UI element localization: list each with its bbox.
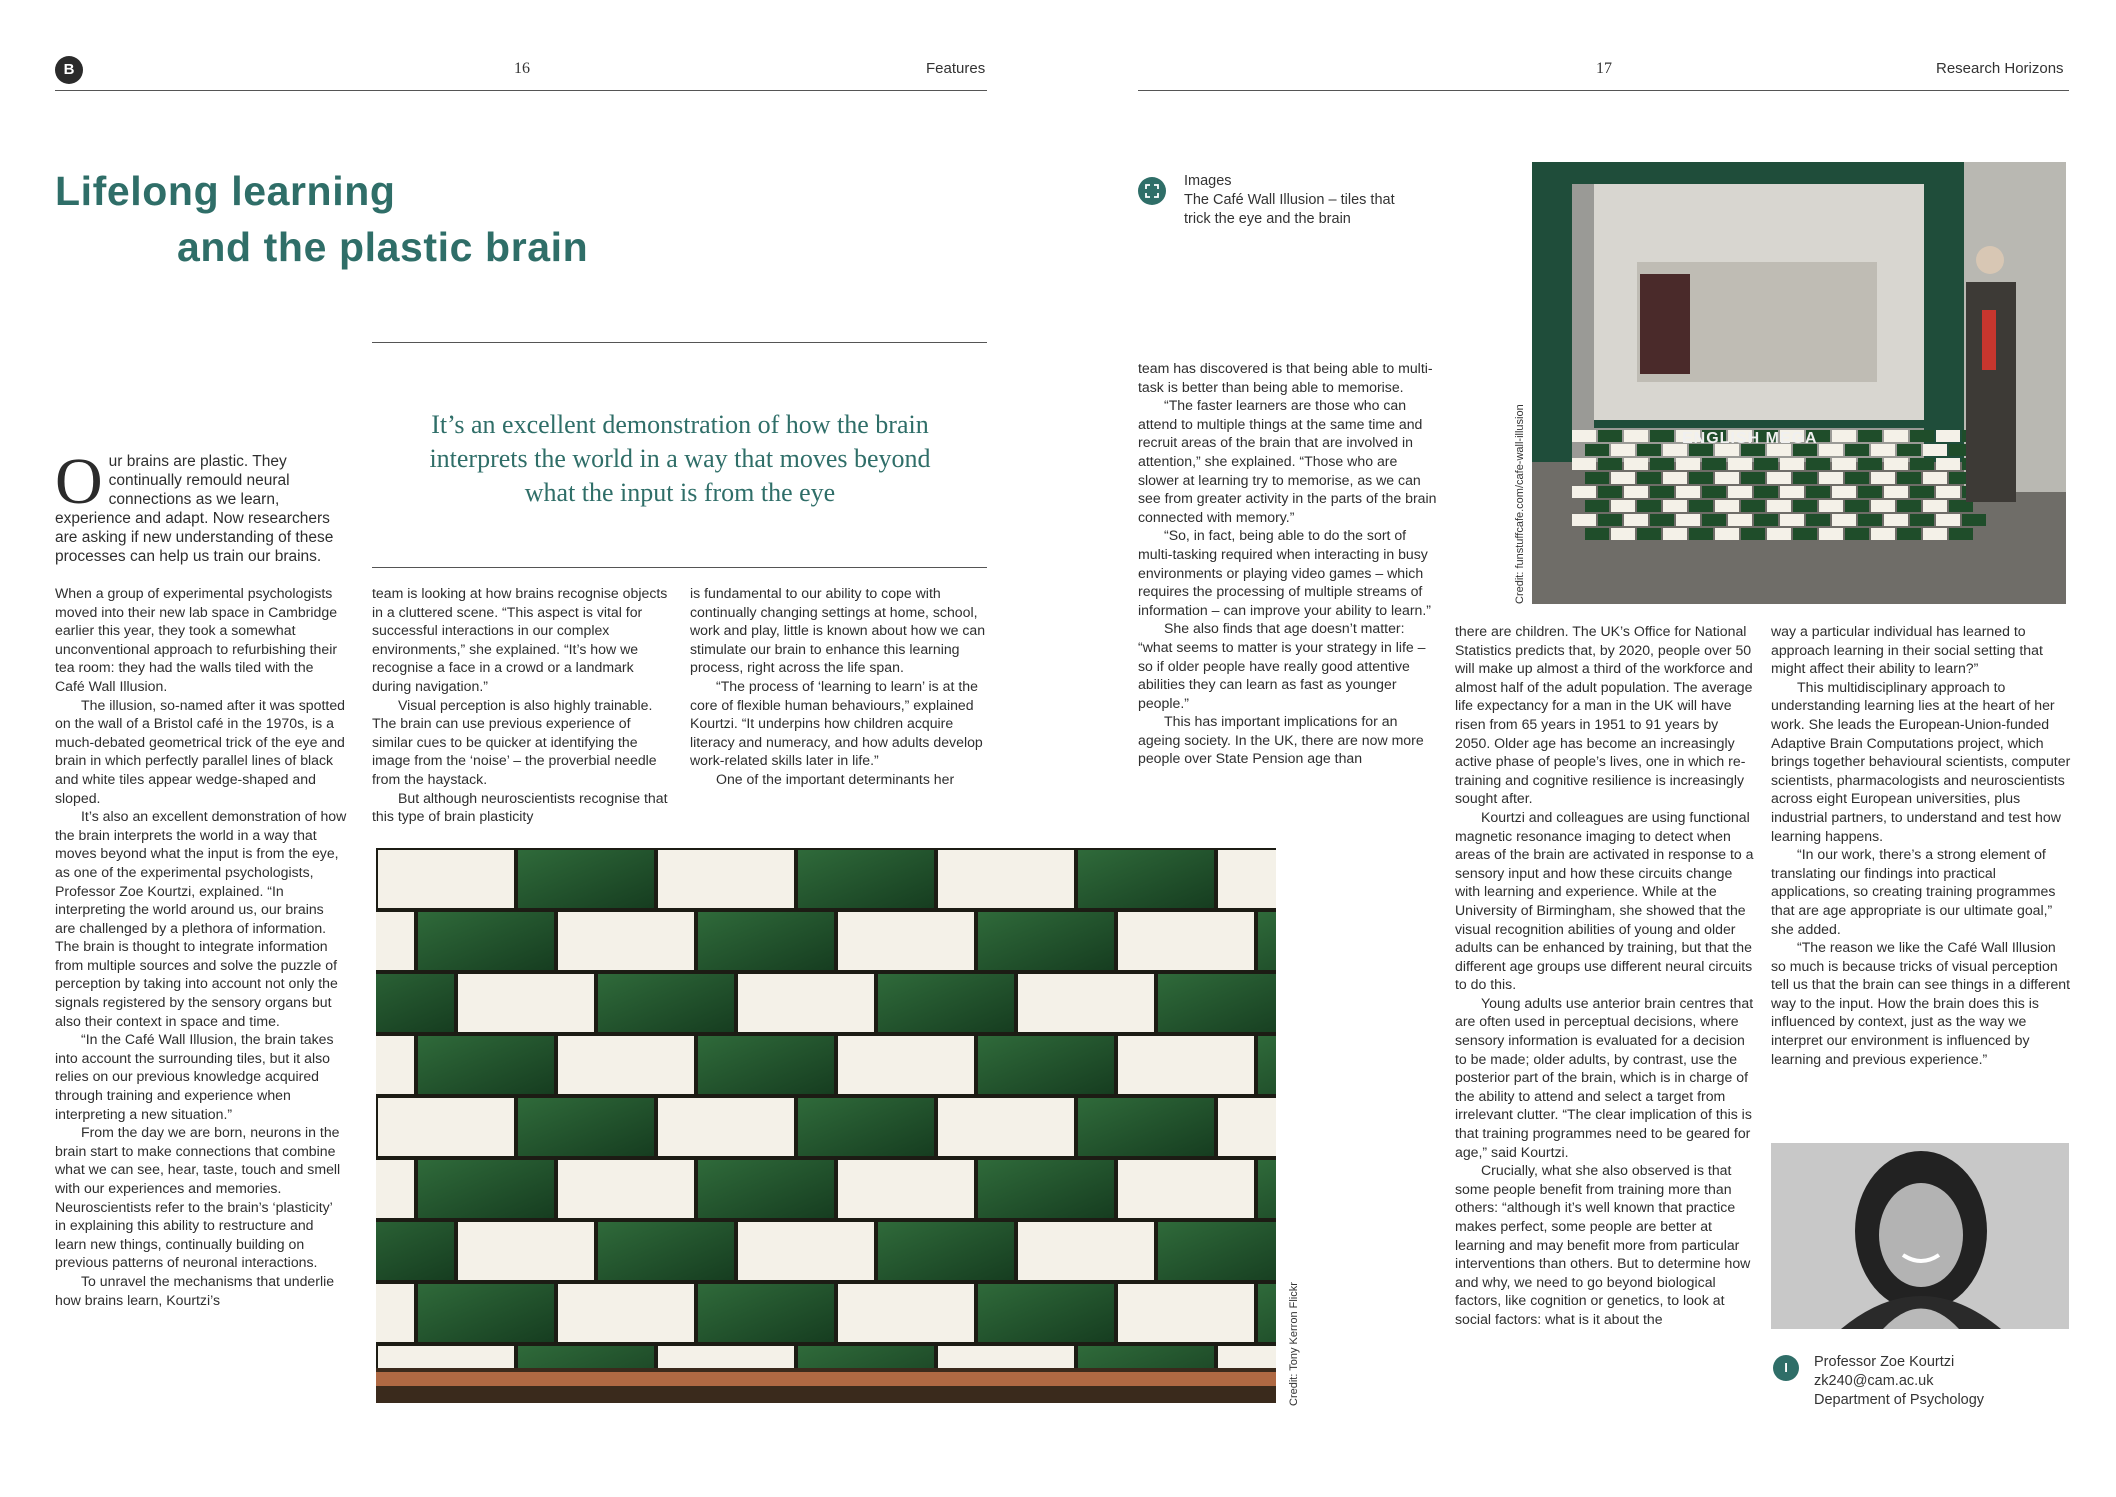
tile: [558, 1284, 694, 1342]
cafe-tile: [1572, 458, 1596, 470]
tile: [458, 1222, 594, 1280]
cafe-tile: [1637, 444, 1661, 456]
cafe-tile: [1663, 500, 1687, 512]
tile: [558, 1036, 694, 1094]
paragraph: team is looking at how brains recognise objects in a cluttered scene. “This aspect is vital for successful interactions in our complex environments,” she explained. “It’s how we recognise a face in a crowd or a landmark during navigation.”: [372, 585, 668, 694]
body-column-3: [690, 584, 990, 789]
tile: [658, 1098, 794, 1156]
tile: [418, 1284, 554, 1342]
tile: [458, 974, 594, 1032]
left-section-label: Features: [926, 60, 986, 77]
portrait-photo: [1771, 1143, 2069, 1329]
cafe-tile: [1923, 444, 1947, 456]
tile: [938, 850, 1074, 908]
cafe-tile: [1923, 500, 1947, 512]
tile: [598, 1222, 734, 1280]
cafe-tile: [1832, 430, 1856, 442]
tile-pattern: [376, 848, 1276, 1403]
tile: [518, 1098, 654, 1156]
paragraph: One of the important determinants her: [716, 770, 955, 787]
paragraph: team has discovered is that being able to multi-task is better than being able to memorise.: [1138, 360, 1433, 395]
left-page-number: 16: [514, 60, 530, 77]
tile: [738, 974, 874, 1032]
tile: [1118, 1160, 1254, 1218]
tile: [376, 1036, 414, 1094]
tile: [418, 1036, 554, 1094]
tile: [1218, 850, 1276, 908]
tile: [798, 850, 934, 908]
cafe-tile: [1871, 528, 1895, 540]
tile: [1258, 912, 1276, 970]
cafe-tile: [1741, 472, 1765, 484]
paragraph: “In our work, there’s a strong element of translating our findings into practical applications, so creating training programmes that are age appropriate is our ultimate goal,” she added.: [1771, 846, 2056, 937]
tile: [1258, 1036, 1276, 1094]
paragraph: there are children. The UK’s Office for National Statistics predicts that, by 2020, people over 50 will make up almost a third of the workforce and almost half of the adult population. The average life expectancy for a man in the UK will have risen from 65 years in 1951 to 91 years by 2050. Older age has become an increasingly active phase of people’s lives, one in which re-training and cognitive resilience is increasingly sought after.: [1455, 623, 1753, 807]
cafe-tile: [1598, 458, 1622, 470]
cafe-tile: [1845, 444, 1869, 456]
cafe-tile: [1884, 514, 1908, 526]
cafe-tile: [1949, 528, 1973, 540]
tile: [418, 1160, 554, 1218]
cafe-tile: [1728, 486, 1752, 498]
paragraph: Visual perception is also highly trainable. The brain can use previous experience of similar cues to be quicker at identifying the image from the ‘noise’ – the proverbial needle from the haystack.: [372, 696, 657, 787]
cafe-tile: [1910, 514, 1934, 526]
cafe-tile: [1598, 430, 1622, 442]
cafe-tile: [1858, 486, 1882, 498]
tile: [838, 912, 974, 970]
cafe-tile: [1897, 528, 1921, 540]
cafe-tile: [1884, 430, 1908, 442]
images-caption-text: The Café Wall Illusion – tiles that trick the eye and the brain: [1184, 192, 1395, 227]
cafe-tile: [1572, 430, 1596, 442]
tile: [378, 1098, 514, 1156]
cafe-tile: [1845, 472, 1869, 484]
tile: [1078, 1098, 1214, 1156]
cafe-tile: [1611, 500, 1635, 512]
cafe-tile: [1871, 444, 1895, 456]
paragraph: “The process of ‘learning to learn’ is at the core of flexible human behaviours,” explained Kourtzi. “It underpins how children acquire literacy and numeracy, and how adults develop work-related skills later in life.”: [690, 677, 983, 769]
tile: [418, 912, 554, 970]
cafe-tile: [1923, 528, 1947, 540]
cafe-tile: [1585, 528, 1609, 540]
cafe-tile: [1754, 514, 1778, 526]
tile: [376, 1284, 414, 1342]
cafe-tile: [1585, 500, 1609, 512]
tile: [938, 1098, 1074, 1156]
body-column-4: [1138, 359, 1438, 768]
tile: [1218, 1098, 1276, 1156]
contact-badge: I: [1773, 1355, 1799, 1381]
cafe-tile: [1910, 486, 1934, 498]
cafe-tile: [1806, 514, 1830, 526]
tile: [978, 1160, 1114, 1218]
tile: [658, 850, 794, 908]
tile: [1018, 1222, 1154, 1280]
cafe-tile: [1676, 486, 1700, 498]
cafe-tile: [1832, 514, 1856, 526]
cafe-tile: [1819, 500, 1843, 512]
cafe-tile: [1767, 500, 1791, 512]
tile: [838, 1036, 974, 1094]
cafe-tile: [1884, 486, 1908, 498]
cafe-tile: [1637, 528, 1661, 540]
tile: [698, 1036, 834, 1094]
cafe-tile: [1611, 444, 1635, 456]
cafe-tile: [1663, 472, 1687, 484]
tile: [738, 1222, 874, 1280]
tile: [838, 1284, 974, 1342]
cafe-tile: [1598, 514, 1622, 526]
section-badge: B: [55, 56, 83, 84]
tile: [978, 1036, 1114, 1094]
body-column-5: [1455, 622, 1755, 1329]
tile: [698, 912, 834, 970]
paragraph: is fundamental to our ability to cope with continually changing settings at home, school, work and play, little is known about how we can stimulate our brain to enhance this learning process, right across the life span.: [690, 585, 986, 676]
tile: [558, 912, 694, 970]
cafe-tile: [1806, 486, 1830, 498]
tile: [1118, 1284, 1254, 1342]
paragraph: This has important implications for an ageing society. In the UK, there are now more people over State Pension age than: [1138, 713, 1424, 767]
tile: [878, 974, 1014, 1032]
tile: [518, 850, 654, 908]
cafe-tile: [1572, 514, 1596, 526]
cafe-tile: [1611, 528, 1635, 540]
cafe-tile: [1936, 486, 1960, 498]
cafe-tile: [1780, 486, 1804, 498]
cafe-tile: [1728, 514, 1752, 526]
paragraph: Crucially, what she also observed is that some people benefit from training more than others: “although it’s well known that practice makes perfect, some people are better at learning and may benefit more from particular interventions than others. But to determine how and why, we need to go beyond biological factors, like cognition or genetics, to look at social factors: what is it about the: [1455, 1162, 1751, 1327]
cafe-tile: [1845, 500, 1869, 512]
cafe-tile: [1637, 500, 1661, 512]
cafe-photo-credit: Credit: funstuffcafe.com/cafe-wall-illusion: [1514, 404, 1526, 604]
paragraph: From the day we are born, neurons in the brain start to make connections that combine what we can see, hear, taste, touch and smell with our experiences and memories. Neuroscientists refer to the brain’s ‘plasticity’ in explaining this ability to restructure and learn new things, continually building on previous patterns of neuronal interactions.: [55, 1124, 341, 1271]
tile: [376, 912, 414, 970]
cafe-tile: [1741, 528, 1765, 540]
tile: [558, 1160, 694, 1218]
cafe-tile: [1611, 472, 1635, 484]
cafe-tile: [1858, 514, 1882, 526]
cafe-tile: [1910, 430, 1934, 442]
cafe-tile: [1871, 472, 1895, 484]
cafe-tile: [1689, 472, 1713, 484]
cafe-tile: [1923, 472, 1947, 484]
right-section-label: Research Horizons: [1936, 60, 2064, 77]
cafe-tile: [1663, 528, 1687, 540]
cafe-tile: [1897, 472, 1921, 484]
cafe-tile: [1767, 472, 1791, 484]
cafe-tile: [1728, 458, 1752, 470]
cafe-tile: [1819, 472, 1843, 484]
paragraph: She also finds that age doesn’t matter: “what seems to matter is your strategy in life – so if older people have really good attentive abilities they can learn as fast as younger people.”: [1138, 620, 1426, 711]
contact-name: Professor Zoe Kourtzi: [1814, 1354, 1955, 1370]
tile: [1118, 1036, 1254, 1094]
right-header-rule: [1138, 90, 2069, 91]
body-column-2: [372, 584, 672, 826]
tile: [698, 1160, 834, 1218]
tile: [598, 974, 734, 1032]
tile: [1158, 974, 1276, 1032]
paragraph: way a particular individual has learned to approach learning in their social setting that might affect their ability to learn?”: [1771, 623, 2043, 677]
cafe-tile: [1819, 444, 1843, 456]
body-column-1: [55, 584, 347, 1309]
paragraph: “In the Café Wall Illusion, the brain takes into account the surrounding tiles, but it also relies on our previous knowledge acquired through training and experience when interpreting a new situation.”: [55, 1031, 334, 1122]
cafe-tile: [1832, 486, 1856, 498]
cafe-tile: [1650, 458, 1674, 470]
cafe-tile: [1832, 458, 1856, 470]
tile: [1158, 1222, 1276, 1280]
paragraph: Young adults use anterior brain centres that are often used in perceptual decisions, where sensory information is evaluated for a decision to be made; older adults, by contrast, use the posterior part of the brain, which is in charge of the ability to attend and select a target from irrelevant clutter. “The clear implication of this is that training programmes need to be geared for age,” said Kourtzi.: [1455, 994, 1754, 1160]
article-title-line1: Lifelong learning: [55, 168, 396, 214]
paragraph: This multidisciplinary approach to understanding learning lies at the heart of her work. She leads the European-Union-funded Adaptive Brain Computations project, which brings together behavioural scientists, computer scientists, pharmacologists and neuroscientists across eight European universities, plus industrial partners, to understand and test how learning happens.: [1771, 678, 2071, 844]
cafe-tile: [1858, 458, 1882, 470]
tile: [1118, 912, 1254, 970]
cafe-tile: [1806, 458, 1830, 470]
cafe-tile: [1754, 458, 1778, 470]
paragraph: “The faster learners are those who can attend to multiple things at the same time and recruit areas of the brain that are involved in attention,” she explained. “Those who are slower at learning try to memorise, as we can see from greater activity in the parts of the brain connected with memory.”: [1138, 397, 1437, 525]
article-title-line2: and the plastic brain: [177, 224, 589, 270]
paragraph: When a group of experimental psychologists moved into their new lab space in Cambridge earlier this year, they took a somewhat unconventional approach to refurbishing their tea room: they had the walls tiled with the Café Wall Illusion.: [55, 585, 338, 694]
cafe-tile: [1676, 458, 1700, 470]
cafe-tile: [1585, 472, 1609, 484]
cafe-tile: [1936, 430, 1960, 442]
cafe-tile: [1858, 430, 1882, 442]
cafe-tile: [1689, 500, 1713, 512]
cafe-tile: [1819, 528, 1843, 540]
cafe-tile: [1715, 528, 1739, 540]
tile: [378, 850, 514, 908]
tile: [978, 1284, 1114, 1342]
tile: [376, 1160, 414, 1218]
pullquote-top-rule: [372, 342, 987, 343]
paragraph: “The reason we like the Café Wall Illusion so much is because tricks of visual perception tell us that the brain can see things in a different way to the input. How the brain does this is influenced by context, just as the way we interpret our environment is influenced by learning and previous experience.”: [1771, 939, 2071, 1067]
intro-text: ur brains are plastic. They continually remould neural connections as we learn, experience and adapt. Now researchers are asking if new understanding of these processes can help us train our brains.: [55, 453, 334, 565]
cafe-wall-tiles-photo: [376, 848, 1276, 1403]
paragraph: Kourtzi and colleagues are using functional magnetic resonance imaging to detect when areas of the brain are activated in response to a sensory input and how these circuits change with learning and experience. While at the University of Birmingham, she showed that the visual recognition abilities of young and older adults can be enhanced by training, but that the different age groups use different neural circuits to do this.: [1455, 808, 1754, 993]
contact-email[interactable]: zk240@cam.ac.uk: [1814, 1373, 1934, 1389]
portrait-illustration: [1771, 1143, 2069, 1329]
tile: [1018, 974, 1154, 1032]
tile: [1078, 850, 1214, 908]
cafe-tile: [1715, 472, 1739, 484]
cafe-sign-text: ENGLISH MEGA: [1682, 430, 1818, 447]
tile: [878, 1222, 1014, 1280]
cafe-tile: [1780, 458, 1804, 470]
tile: [1258, 1160, 1276, 1218]
article-intro: [55, 445, 347, 566]
cafe-tile: [1910, 458, 1934, 470]
body-column-6: [1771, 622, 2071, 1068]
tile: [376, 1222, 454, 1280]
cafe-tile: [1650, 514, 1674, 526]
cafe-tile: [1845, 528, 1869, 540]
storefront-illustration: [1532, 162, 2066, 604]
cafe-tile: [1624, 430, 1648, 442]
cafe-tile: [1884, 458, 1908, 470]
drop-cap: O: [55, 445, 103, 518]
tile: [698, 1284, 834, 1342]
cafe-tile: [1650, 430, 1674, 442]
cafe-tile: [1637, 472, 1661, 484]
paragraph: It’s also an excellent demonstration of how the brain interprets the world in a way that moves beyond what the input is from the eye, as one of the experimental psychologists, Professor Zoe Kourtzi, explained. “In interpreting the world around us, our brains are challenged by a plethora of information. The brain is thought to integrate information from multiple sources and solve the puzzle of perception by taking into account not only the signals registered by the sensory organs but also their context in space and time.: [55, 808, 347, 1029]
cafe-tile: [1936, 458, 1960, 470]
cafe-tile: [1624, 486, 1648, 498]
cafe-tile: [1689, 528, 1713, 540]
cafe-tile: [1793, 500, 1817, 512]
cafe-tile: [1585, 444, 1609, 456]
cafe-tile: [1624, 458, 1648, 470]
cafe-tile: [1936, 514, 1960, 526]
contact-department: Department of Psychology: [1814, 1392, 1985, 1408]
cafe-tile: [1793, 472, 1817, 484]
pullquote-bottom-rule: [372, 567, 987, 568]
tile: [376, 974, 454, 1032]
tile: [838, 1160, 974, 1218]
cafe-tile: [1793, 528, 1817, 540]
cafe-tile: [1897, 444, 1921, 456]
cafe-tile: [1702, 486, 1726, 498]
cafe-tile: [1741, 500, 1765, 512]
cafe-tile: [1598, 486, 1622, 498]
images-caption-label: Images: [1184, 173, 1232, 189]
cafe-tile: [1767, 528, 1791, 540]
cafe-storefront-photo: [1532, 162, 2066, 604]
cafe-tile: [1650, 486, 1674, 498]
cafe-tile: [1871, 500, 1895, 512]
images-icon: [1138, 177, 1166, 205]
tile: [1258, 1284, 1276, 1342]
paragraph: To unravel the mechanisms that underlie how brains learn, Kourtzi’s: [55, 1272, 335, 1308]
cafe-tile: [1715, 500, 1739, 512]
left-header-rule: [55, 90, 987, 91]
cafe-tile: [1624, 514, 1648, 526]
cafe-tile: [1702, 514, 1726, 526]
tile-photo-credit: Credit: Tony Kerron Flickr: [1288, 1282, 1300, 1406]
cafe-tile: [1780, 514, 1804, 526]
tile: [798, 1098, 934, 1156]
right-page-number: 17: [1596, 60, 1612, 77]
cafe-tile: [1572, 486, 1596, 498]
paragraph: But although neuroscientists recognise that this type of brain plasticity: [372, 789, 668, 825]
pull-quote: It’s an excellent demonstration of how the brain interprets the world in a way that moves beyond what the input is from the eye: [429, 410, 931, 507]
cafe-tile: [1702, 458, 1726, 470]
cafe-tile: [1676, 514, 1700, 526]
cafe-tile: [1962, 514, 1986, 526]
cafe-tile: [1754, 486, 1778, 498]
paragraph: “So, in fact, being able to do the sort of multi-tasking required when interacting in busy environments or playing video games – which requires the processing of multiple streams of information – can improve your ability to learn.”: [1138, 527, 1431, 618]
paragraph: The illusion, so-named after it was spotted on the wall of a Bristol café in the 1970s, is a much-debated geometrical trick of the eye and brain in which perfectly parallel lines of black and white tiles appear wedge-shaped and sloped.: [55, 696, 345, 806]
tile: [978, 912, 1114, 970]
cafe-tile: [1897, 500, 1921, 512]
